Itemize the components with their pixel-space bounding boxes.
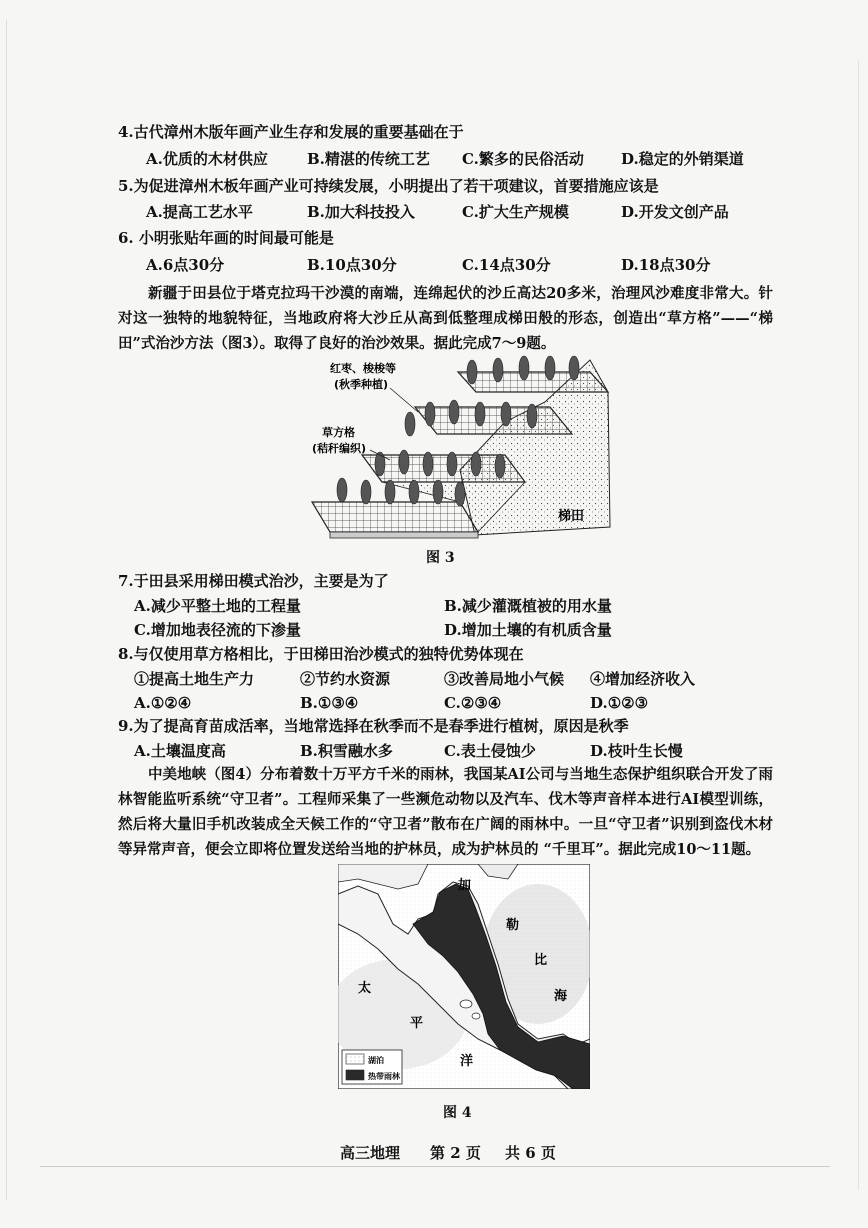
legend-lake-label: 湖泊 bbox=[368, 1056, 384, 1065]
q9-option-c: C.表土侵蚀少 bbox=[444, 742, 536, 760]
question-5-stem: 5.为促进漳州木板年画产业可持续发展，小明提出了若干项建议，首要措施应该是 bbox=[118, 177, 659, 195]
q7-option-d: D.增加土壤的有机质含量 bbox=[444, 621, 612, 639]
q9-option-b: B.积雪融水多 bbox=[300, 742, 393, 760]
q8-option-b: B.①③④ bbox=[300, 694, 359, 712]
fig3-label-terrace: 梯田 bbox=[558, 509, 585, 524]
figure-4-caption: 图 4 bbox=[443, 1105, 472, 1121]
q7-option-c: C.增加地表径流的下渗量 bbox=[134, 621, 301, 639]
q4-option-c: C.繁多的民俗活动 bbox=[462, 150, 584, 168]
map-label-sea-1: 加 bbox=[458, 878, 472, 893]
legend-forest-label: 热带雨林 bbox=[368, 1072, 400, 1081]
figure-4-central-america-map bbox=[338, 864, 590, 1089]
footer-page-number: 第 2 页 bbox=[430, 1144, 481, 1162]
passage-desert-control: 新疆于田县位于塔克拉玛干沙漠的南端，连绵起伏的沙丘高达20多米，治理风沙难度非常大。针对这一独特的地貌特征，当地政府将大沙丘从高到低整理成梯田般的形态，创造出“草方格”——“梯田”式治沙方法（图3）。取得了良好的治沙效果。据此完成7～9题。 bbox=[118, 285, 773, 352]
q4-option-d: D.稳定的外销渠道 bbox=[621, 150, 744, 168]
q6-option-b: B.10点30分 bbox=[307, 256, 397, 274]
q8-item-1: ①提高土地生产力 bbox=[134, 670, 255, 688]
question-7-stem: 7.于田县采用梯田模式治沙，主要是为了 bbox=[118, 572, 389, 590]
fig3-label-straw: (秸秆编织) bbox=[312, 442, 367, 455]
q8-item-2: ②节约水资源 bbox=[300, 670, 391, 688]
q5-option-a: A.提高工艺水平 bbox=[146, 203, 253, 221]
q9-option-a: A.土壤温度高 bbox=[134, 742, 226, 760]
q7-option-a: A.减少平整土地的工程量 bbox=[134, 597, 301, 615]
q8-item-3: ③改善局地小气候 bbox=[444, 670, 565, 688]
legend-lake-swatch bbox=[346, 1054, 364, 1064]
question-9-stem: 9.为了提高育苗成活率，当地常选择在秋季而不是春季进行植树，原因是秋季 bbox=[118, 717, 629, 735]
q4-option-a: A.优质的木材供应 bbox=[146, 150, 268, 168]
q8-item-4: ④增加经济收入 bbox=[590, 670, 696, 688]
q8-option-d: D.①②③ bbox=[590, 694, 649, 712]
passage-rainforest-guardian: 中美地峡（图4）分布着数十万平方千米的雨林，我国某AI公司与当地生态保护组织联合开发了雨林智能监听系统“守卫者”。工程师采集了一些濒危动物以及汽车、伐木等声音样本进行AI模型训练，然后将大量旧手机改装成全天候工作的“守卫者”散布在广阔的雨林中。一旦“守卫者”识别到盗伐木材等异常声音，便会立即将位置发送给当地的护林员，成为护林员的 “千里耳”。据此完成10～11题。 bbox=[118, 766, 773, 858]
map-label-sea-4: 海 bbox=[554, 989, 568, 1004]
q6-option-a: A.6点30分 bbox=[146, 256, 225, 274]
question-4-stem: 4.古代漳州木版年画产业生存和发展的重要基础在于 bbox=[118, 123, 464, 141]
q7-option-b: B.减少灌溉植被的用水量 bbox=[444, 597, 612, 615]
q5-option-d: D.开发文创产品 bbox=[621, 203, 729, 221]
scan-edge-right bbox=[858, 60, 859, 1190]
scan-edge-bottom bbox=[40, 1166, 830, 1167]
q8-option-c: C.②③④ bbox=[444, 694, 502, 712]
map-label-ocean-3: 洋 bbox=[460, 1054, 474, 1069]
map-label-sea-2: 勒 bbox=[506, 918, 520, 933]
q6-option-d: D.18点30分 bbox=[621, 256, 711, 274]
figure-3-terrace-diagram bbox=[300, 352, 630, 540]
q9-option-d: D.枝叶生长慢 bbox=[590, 742, 683, 760]
fig3-label-trees: 红枣、梭梭等 bbox=[330, 362, 396, 375]
footer-subject: 高三地理 bbox=[340, 1144, 401, 1162]
q4-option-b: B.精湛的传统工艺 bbox=[307, 150, 430, 168]
map-label-sea-3: 比 bbox=[534, 953, 548, 968]
scan-edge-left bbox=[6, 20, 7, 1200]
q5-option-b: B.加大科技投入 bbox=[307, 203, 415, 221]
legend-forest-swatch bbox=[346, 1070, 364, 1080]
fig3-label-grid: 草方格 bbox=[322, 426, 355, 439]
q5-option-c: C.扩大生产规模 bbox=[462, 203, 569, 221]
q6-option-c: C.14点30分 bbox=[462, 256, 551, 274]
question-8-stem: 8.与仅使用草方格相比，于田梯田治沙模式的独特优势体现在 bbox=[118, 645, 524, 663]
map-label-ocean-2: 平 bbox=[410, 1016, 424, 1031]
figure-3-caption: 图 3 bbox=[426, 550, 455, 566]
question-6-stem: 6. 小明张贴年画的时间最可能是 bbox=[118, 229, 334, 247]
q8-option-a: A.①②④ bbox=[134, 694, 192, 712]
fig3-label-autumn: (秋季种植) bbox=[334, 378, 389, 391]
footer-total-pages: 共 6 页 bbox=[505, 1144, 556, 1162]
map-label-ocean-1: 太 bbox=[358, 981, 372, 996]
